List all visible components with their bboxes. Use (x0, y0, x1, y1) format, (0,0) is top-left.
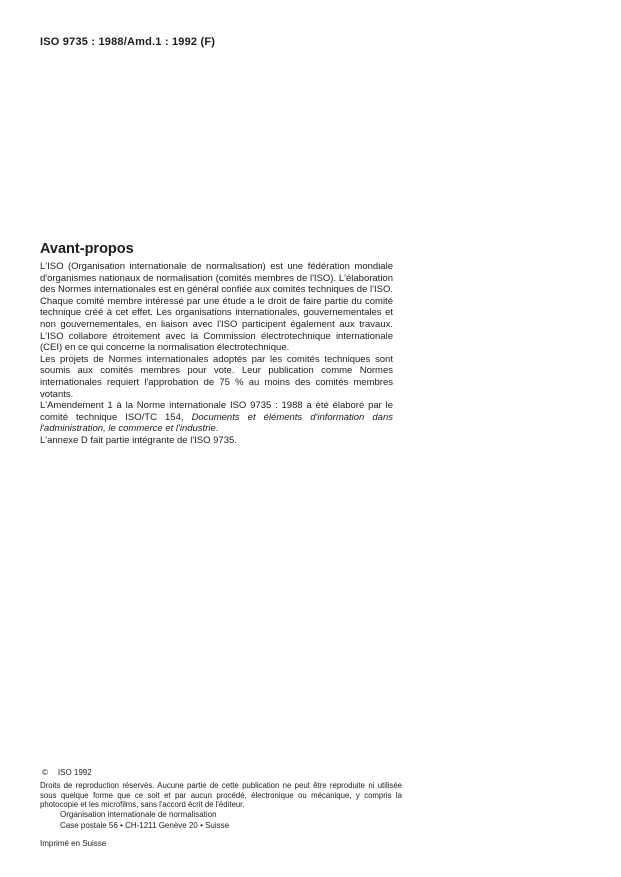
body-text-block (40, 261, 393, 447)
publisher-block (60, 810, 229, 831)
printed-in-notice: Imprimé en Suisse (40, 839, 107, 848)
rights-notice: Droits de reproduction réservés. Aucune partie de cette publication ne peut être reproduite ni utilisée sous quelque forme que ce soit et par aucun procédé, électronique ou mécanique, y compris la photocopie et les microfilms, sans l'accord écrit de l'éditeur. (40, 781, 402, 810)
copyright-text: ISO 1992 (57, 768, 92, 777)
paragraph-amendment-origin (40, 400, 393, 435)
paragraph-vote-process: Les projets de Normes internationales adoptés par les comités techniques sont soumis aux comités membres pour vote. Leur publication comme Normes internationales requiert l'approbation de 75 % au moins des comités membres votants. (40, 353, 393, 400)
section-title: Avant-propos (40, 240, 134, 257)
paragraph-amendment-suffix: . (215, 423, 219, 435)
copyright-line (42, 768, 92, 777)
publisher-address: Case postale 56 • CH-1211 Genève 20 • Suisse (60, 820, 230, 830)
paragraph-amendment-committee-title: Documents et éléments d'information dans l'administration, le commerce et l'industrie (40, 411, 393, 435)
document-reference-header: ISO 9735 : 1988/Amd.1 : 1992 (F) (40, 36, 216, 48)
copyright-icon: © (42, 768, 48, 777)
publisher-name: Organisation internationale de normalisation (60, 810, 217, 819)
paragraph-amendment-prefix: L'Amendement 1 à la Norme internationale ISO 9735 : 1988 a été élaboré par le comité technique ISO/TC 154, (40, 400, 393, 423)
paragraph-annex-note: L'annexe D fait partie intégrante de l'ISO 9735. (40, 434, 237, 446)
paragraph-iso-description: L'ISO (Organisation internationale de normalisation) est une fédération mondiale d'organismes nationaux de normalisation (comités membres de l'ISO). L'élaboration des Normes internationales est en général confiée aux comités techniques de l'ISO. Chaque comité membre intéressé par une étude a le droit de faire partie du comité technique créé à cet effet. Les organisations internationales, gouvernementales et non gouvernementales, en liaison avec l'ISO participent également aux travaux. L'ISO collabore étroitement avec la Commission électrotechnique internationale (CEI) en ce qui concerne la normalisation électrotechnique. (40, 261, 393, 354)
